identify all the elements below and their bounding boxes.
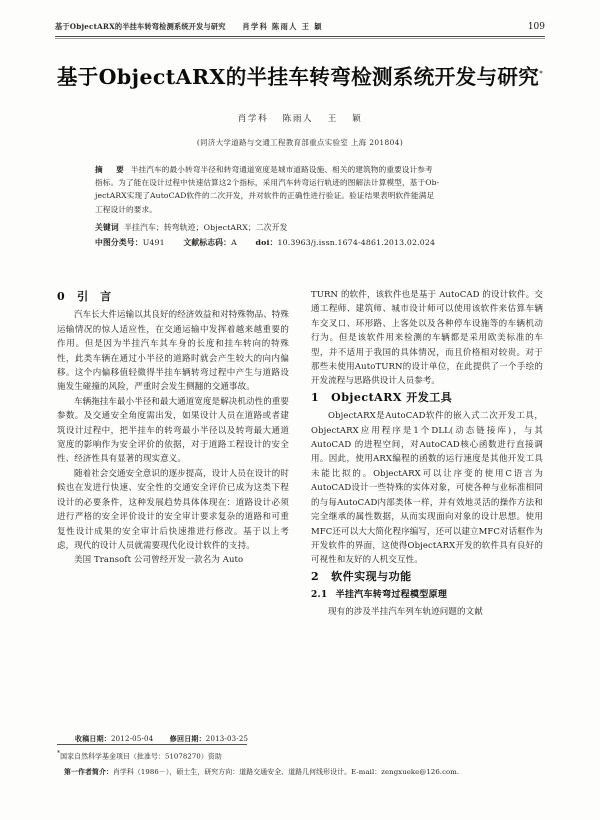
clc-value: U491 <box>142 238 165 248</box>
paragraph: TURN 的软件，该软件也是基于 AutoCAD 的设计软件。交通工程师、建筑师、城市设计师可以使用该软件来估算车辆车交叉口、环形路、上客处以及各种停车设施等的车辆机动行为。但是该软件用来检测的车辆都是采用欧美标准的车型，并不适用于我国的具体情况，而且价格相对较贵。对于那些未使用AutoTURN的设计单位，在此提供了一个手绘的开发流程与思路供设计人员参考。 <box>311 290 543 387</box>
fund-marker: * <box>57 750 61 757</box>
affiliation: (同济大学道路与交通工程教育部重点实验室 上海 201804) <box>196 138 404 147</box>
abstract-block <box>95 163 505 250</box>
section-number-0: 0 <box>57 290 66 303</box>
author-bio-text: 肖学科（1986－），硕士生，研究方向：道路交通安全、道路几何线形设计。E-mail：zengxueke@126.com. <box>112 768 460 777</box>
page-number: 109 <box>527 22 545 32</box>
paragraph: 车辆拖挂车最小半径和最大通道宽度是解决机动性的重要参数。及交通安全角度需出发，如果设计人员在道路或者建筑设计过程中，把半挂车的转弯最小半径以及转弯最大通道宽度的影响作为安全评价的依据，对于道路工程设计的安全性、经济性具有显著的现实意义。 <box>57 396 290 465</box>
paper-title-text: 基于ObjectARX的半挂车转弯检测系统开发与研究 <box>56 65 540 89</box>
paragraph: 现有的涉及半挂汽车列车轨迹问题的文献 <box>328 606 483 617</box>
running-header <box>55 22 545 32</box>
document-code-label: 文献标志码： <box>183 238 232 248</box>
footnote-dates <box>75 734 527 744</box>
section-number-2-1: 2.1 <box>311 590 328 601</box>
abstract-line-1 <box>95 163 505 176</box>
abstract-label: 摘 要 <box>95 165 127 174</box>
header-rule <box>55 36 545 37</box>
author-1: 肖学科 <box>237 114 269 124</box>
author-3: 王 <box>327 114 338 124</box>
title-footnote-marker: * <box>539 70 544 79</box>
running-header-left <box>55 22 323 33</box>
abstract-line-4: 工程设计的要求。 <box>95 204 157 214</box>
author-list <box>0 112 600 124</box>
section-heading-0 <box>57 290 289 304</box>
clc-label: 中图分类号： <box>95 238 143 248</box>
section-heading-2 <box>311 570 543 584</box>
footnote-author-bio <box>64 766 527 776</box>
section-title-0: 引 言 <box>77 290 112 303</box>
doi-value: 10.3963/j.issn.1674-4861.2013.02.024 <box>277 238 436 248</box>
running-authors: 肖学科 陈雨人 王 颖 <box>242 21 323 32</box>
author-4: 颖 <box>352 114 363 124</box>
paragraph: ObjectARX是AutoCAD软件的嵌入式二次开发工具，ObjectARX应用程序是1个DLL(动态链接库)，与其 AutoCAD 的进程空间，对AutoCAD核心函数进行直接调用。因此，使用ARX编程的函数的运行速度是其他开发工具未能比拟的。ObjectARX可以让序变的使用C语言为AutoCAD设计一些特殊的实体对象，可使各种与业标准相同的与每AutoCAD内部类体一样，并有效地灵活的操作方法和完全继承的属性数据，从而实现面向对象的设计思想。使用MFC还可以大大简化程序编写，还可以建立MFC对话框作为开发软件的界面，这使得ObjectARX开发的软件具有良好的可视性和友好的人机交互性。 <box>311 411 544 566</box>
section-title-1: ObjectARX 开发工具 <box>331 390 453 404</box>
section-heading-2-1 <box>311 588 543 602</box>
keywords-label: 关键词 <box>95 222 119 232</box>
revised-date-value: 2013-03-25 <box>205 735 249 743</box>
section-title-2: 软件实现与功能 <box>331 569 412 583</box>
body-column-left <box>57 288 289 568</box>
footnote-fund <box>57 750 527 760</box>
paragraph: 汽车长大件运输以其良好的经济效益和对特殊物品、特殊运输情况的惊人适应性，在交通运输中发挥着越来越重要的作用。但是因为半挂汽车其车身的长度和挂车转向的特殊性，此类车辆在通过小半径的道路时就会产生较大的向内偏移。这个内偏移值轻微得半挂车辆转弯过程中产生与道路设施发生碰撞的风险，严重时会发生侧翻的交通事故。 <box>57 310 290 393</box>
author-2: 陈雨人 <box>282 114 314 124</box>
doi-label: doi： <box>255 238 278 248</box>
body-column-right <box>311 288 543 619</box>
paragraph: 随着社会交通安全意识的逐步提高，设计人员在设计的时候也在发进行快速、安全性的交通安全评价已成为这类下程设计的必要条件，这种发展趋势具体体现在：道路设计必须进行严格的安全评价设计的安全审计要求复杂的道路和可重复性设计成果的安全审计后快速推进行修改。基于以上考虑，现代的设计人员就需要现代化设计软件的支持。 <box>57 468 290 551</box>
footnote-rule <box>57 744 247 745</box>
classification-line <box>95 236 505 250</box>
abstract-text-1: 半挂汽车的最小转弯半径和转弯通道宽度是城市道路设施、相关的建筑物的重要设计参考 <box>130 165 433 174</box>
section-heading-1 <box>311 391 543 405</box>
keywords-value: 半挂汽车；转弯轨迹；ObjectARX；二次开发 <box>124 222 288 232</box>
keywords-line <box>95 221 505 235</box>
header-rule-secondary <box>55 38 545 39</box>
section-number-2: 2 <box>311 569 320 583</box>
running-title: 基于ObjectARX的半挂车转弯检测系统开发与研究 <box>55 21 226 32</box>
received-date-value: 2012-05-04 <box>111 735 154 743</box>
document-code-value: A <box>231 238 237 248</box>
author-bio-label: 第一作者简介： <box>64 768 113 777</box>
section-number-1: 1 <box>311 390 320 404</box>
footnote-block <box>57 734 527 776</box>
paragraph: 美国 Transoft 公司曾经开发一款名为 Auto <box>74 555 244 566</box>
abstract-line-2: 指标。为了能在设计过程中快速估算这2个指标，采用汽车转弯运行轨迹的图解法计算模型，基于Ob- <box>95 178 440 188</box>
paper-title <box>0 60 600 90</box>
abstract-line-3: jectARX实现了AutoCAD软件的二次开发，并对软件的正确性进行验证。验证结果表明软件能满足 <box>95 191 435 201</box>
fund-text: 国家自然科学基金项目（批准号：51078270）资助 <box>60 752 222 761</box>
revised-date-label: 修回日期： <box>169 734 206 743</box>
section-title-2-1: 半挂汽车转弯过程模型原理 <box>335 590 448 601</box>
received-date-label: 收稿日期： <box>75 734 111 743</box>
